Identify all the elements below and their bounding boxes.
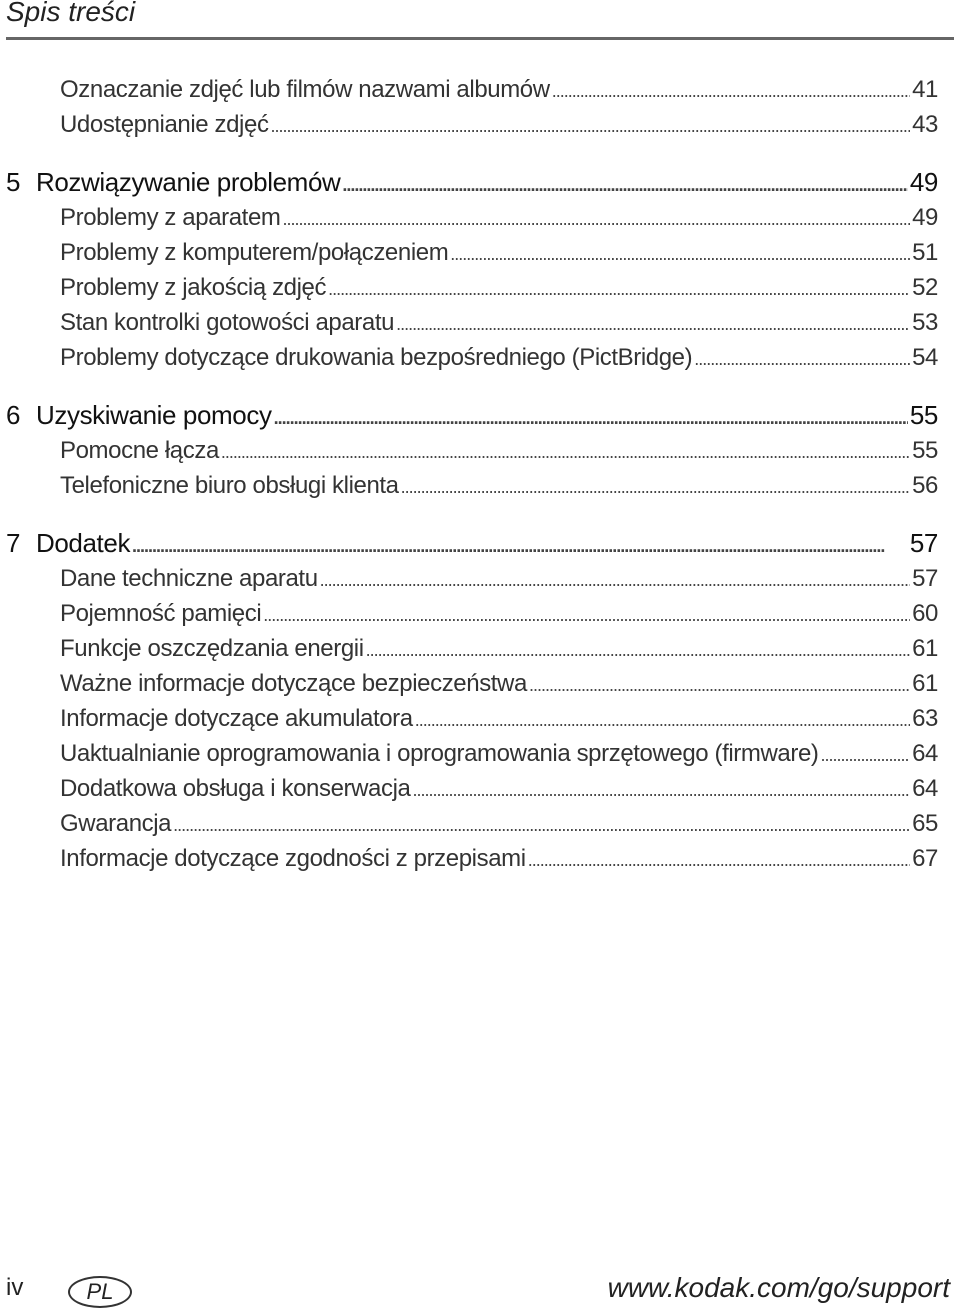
toc-page-number: 57 — [909, 528, 938, 558]
toc-section-entry[interactable] — [6, 806, 938, 841]
language-badge: PL — [68, 1276, 132, 1308]
toc-entry-title: Funkcje oszczędzania energii — [60, 635, 364, 662]
toc-dot-leader — [366, 633, 910, 668]
toc-dot-leader — [274, 400, 908, 436]
toc-entry-title: Gwarancja — [60, 810, 172, 837]
toc-page-number: 55 — [912, 437, 938, 464]
toc-dot-leader — [320, 563, 910, 598]
toc-section-entry[interactable] — [6, 468, 938, 503]
toc-section-entry[interactable] — [6, 631, 938, 666]
toc-section-entry[interactable] — [6, 561, 938, 596]
toc-section-entry[interactable] — [6, 841, 938, 876]
toc-section-entry[interactable] — [6, 235, 938, 270]
toc-page-number: 49 — [912, 204, 938, 231]
table-of-contents — [6, 72, 938, 876]
toc-chapter-number: 5 — [6, 167, 21, 197]
toc-dot-leader — [415, 703, 910, 738]
toc-page-number: 55 — [909, 400, 938, 430]
toc-page-number: 57 — [912, 565, 938, 592]
toc-page-number: 64 — [912, 775, 938, 802]
toc-dot-leader — [412, 773, 910, 808]
page-title: Spis treści — [6, 0, 136, 27]
toc-dot-leader — [271, 109, 911, 144]
toc-entry-title: Informacje dotyczące zgodności z przepisami — [60, 845, 526, 872]
toc-entry-title: Dodatkowa obsługa i konserwacja — [60, 775, 411, 802]
toc-dot-leader — [529, 668, 910, 703]
toc-page-number: 56 — [912, 472, 938, 499]
toc-page-number: 67 — [912, 845, 938, 872]
toc-entry-title: Pojemność pamięci — [60, 600, 262, 627]
toc-section-entry[interactable] — [6, 701, 938, 736]
toc-entry-title: Dodatek — [36, 528, 131, 558]
toc-dot-leader — [342, 167, 908, 203]
toc-page-number: 60 — [912, 600, 938, 627]
toc-chapter-number: 7 — [6, 528, 21, 558]
toc-page-number: 61 — [912, 635, 938, 662]
toc-section-entry[interactable] — [6, 340, 938, 375]
toc-page-number: 43 — [912, 111, 938, 138]
toc-section-entry[interactable] — [6, 736, 938, 771]
toc-chapter-entry[interactable] — [6, 525, 938, 561]
toc-chapter-entry[interactable] — [6, 164, 938, 200]
toc-section-entry[interactable] — [6, 666, 938, 701]
toc-section-entry[interactable] — [6, 72, 938, 107]
toc-section-entry[interactable] — [6, 771, 938, 806]
toc-entry-title: Problemy z komputerem/połączeniem — [60, 239, 449, 266]
toc-entry-title: Uzyskiwanie pomocy — [36, 400, 272, 430]
toc-entry-title: Uaktualnianie oprogramowania i oprogramowania sprzętowego (firmware) — [60, 740, 819, 767]
toc-page-number: 53 — [912, 309, 938, 336]
toc-dot-leader — [283, 202, 911, 237]
toc-dot-leader — [450, 237, 910, 272]
toc-entry-title: Informacje dotyczące akumulatora — [60, 705, 413, 732]
toc-chapter-number: 6 — [6, 400, 21, 430]
toc-page-number: 65 — [912, 810, 938, 837]
toc-dot-leader — [821, 738, 911, 773]
toc-page-number: 63 — [912, 705, 938, 732]
toc-entry-title: Udostępnianie zdjęć — [60, 111, 269, 138]
toc-dot-leader — [132, 528, 908, 564]
toc-entry-title: Problemy z jakością zdjęć — [60, 274, 327, 301]
toc-section-entry[interactable] — [6, 305, 938, 340]
toc-dot-leader — [552, 74, 910, 109]
header-divider — [6, 37, 954, 40]
toc-dot-leader — [396, 307, 910, 342]
toc-dot-leader — [221, 435, 910, 470]
toc-entry-title: Telefoniczne biuro obsługi klienta — [60, 472, 399, 499]
support-url-link[interactable]: www.kodak.com/go/support — [607, 1272, 950, 1303]
toc-page-number: 52 — [912, 274, 938, 301]
toc-dot-leader — [694, 342, 910, 377]
toc-entry-title: Rozwiązywanie problemów — [36, 167, 341, 197]
toc-page-number: 54 — [912, 344, 938, 371]
toc-dot-leader — [328, 272, 910, 307]
toc-section-entry[interactable] — [6, 107, 938, 142]
toc-dot-leader — [528, 843, 910, 878]
toc-entry-title: Problemy z aparatem — [60, 204, 281, 231]
toc-page-number: 64 — [912, 740, 938, 767]
toc-page-number: 49 — [909, 167, 938, 197]
toc-page-number: 61 — [912, 670, 938, 697]
toc-entry-title: Dane techniczne aparatu — [60, 565, 318, 592]
page-number: iv — [6, 1274, 24, 1301]
toc-dot-leader — [401, 470, 910, 505]
toc-dot-leader — [173, 808, 910, 843]
toc-entry-title: Ważne informacje dotyczące bezpieczeństwa — [60, 670, 527, 697]
toc-section-entry[interactable] — [6, 270, 938, 305]
toc-entry-title: Problemy dotyczące drukowania bezpośredniego (PictBridge) — [60, 344, 693, 371]
toc-entry-title: Oznaczanie zdjęć lub filmów nazwami albumów — [60, 76, 550, 103]
toc-section-entry[interactable] — [6, 433, 938, 468]
toc-entry-title: Pomocne łącza — [60, 437, 219, 464]
toc-chapter-entry[interactable] — [6, 397, 938, 433]
toc-section-entry[interactable] — [6, 200, 938, 235]
toc-entry-title: Stan kontrolki gotowości aparatu — [60, 309, 395, 336]
toc-section-entry[interactable] — [6, 596, 938, 631]
toc-page-number: 41 — [912, 76, 938, 103]
toc-page-number: 51 — [912, 239, 938, 266]
toc-dot-leader — [263, 598, 910, 633]
